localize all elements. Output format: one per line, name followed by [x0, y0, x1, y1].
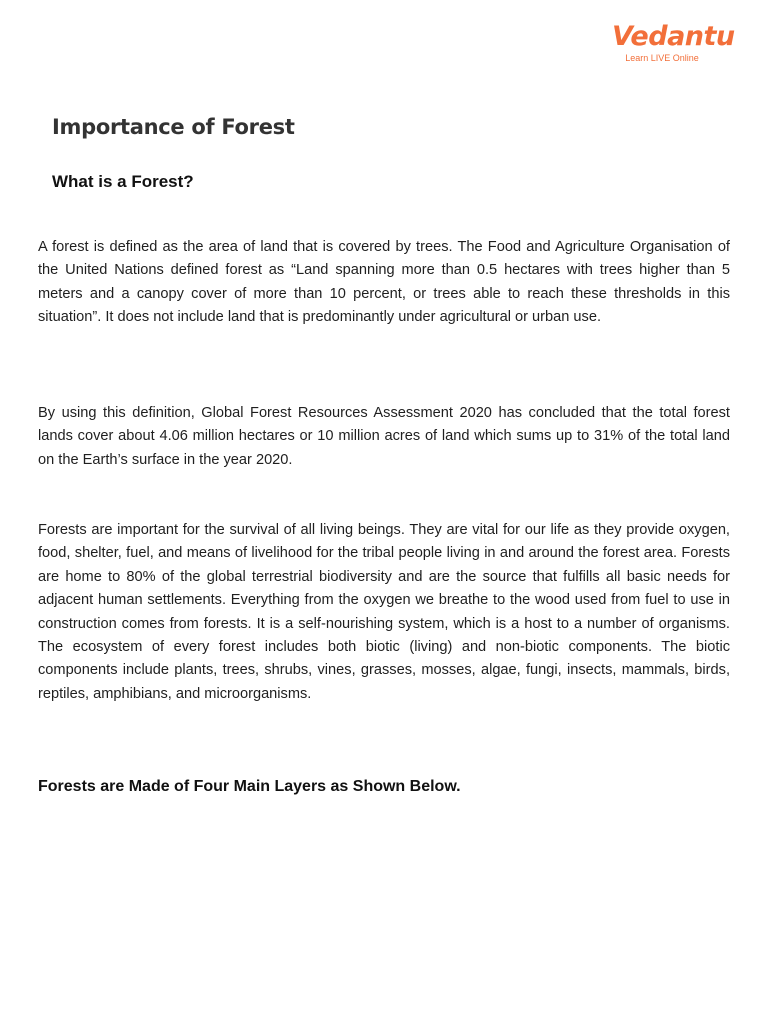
page-subtitle: What is a Forest?	[52, 172, 194, 191]
paragraph-forest-coverage: By using this definition, Global Forest Resources Assessment 2020 has concluded that the total forest lands cover about 4.06 million hectares or 10 million acres of land which sums up to 31% of the total land on the Earth’s surface in the year 2020.	[38, 405, 730, 468]
paragraph-forest-definition: A forest is defined as the area of land that is covered by trees. The Food and Agriculture Organisation of the United Nations defined forest as “Land spanning more than 0.5 hectares with trees higher than 5 meters and a canopy cover of more than 10 percent, or trees able to reach these thresholds in this situation”. It does not include land that is predominantly under agricultural or urban use.	[38, 239, 730, 326]
paragraph-forest-importance: Forests are important for the survival of all living beings. They are vital for our life as they provide oxygen, food, shelter, fuel, and means of livelihood for the tribal people living in and around the forest area. Forests are home to 80% of the global terrestrial biodiversity and are the source that fulfills all basic needs for adjacent human settlements. Everything from the oxygen we breathe to the wood used from fuel to use in construction comes from forests. It is a self-nourishing system, which is a host to a number of organisms. The ecosystem of every forest includes both biotic (living) and non-biotic components. The biotic components include plants, trees, shrubs, vines, grasses, mosses, algae, fungi, insects, mammals, birds, reptiles, amphibians, and microorganisms.	[38, 522, 730, 702]
vedantu-logo	[612, 21, 735, 64]
logo-wordmark: Vedantu	[612, 21, 735, 52]
page-title: Importance of Forest	[52, 115, 295, 139]
section-heading-forest-layers: Forests are Made of Four Main Layers as Shown Below.	[38, 778, 461, 795]
logo-tagline: Learn LIVE Online	[625, 53, 699, 63]
